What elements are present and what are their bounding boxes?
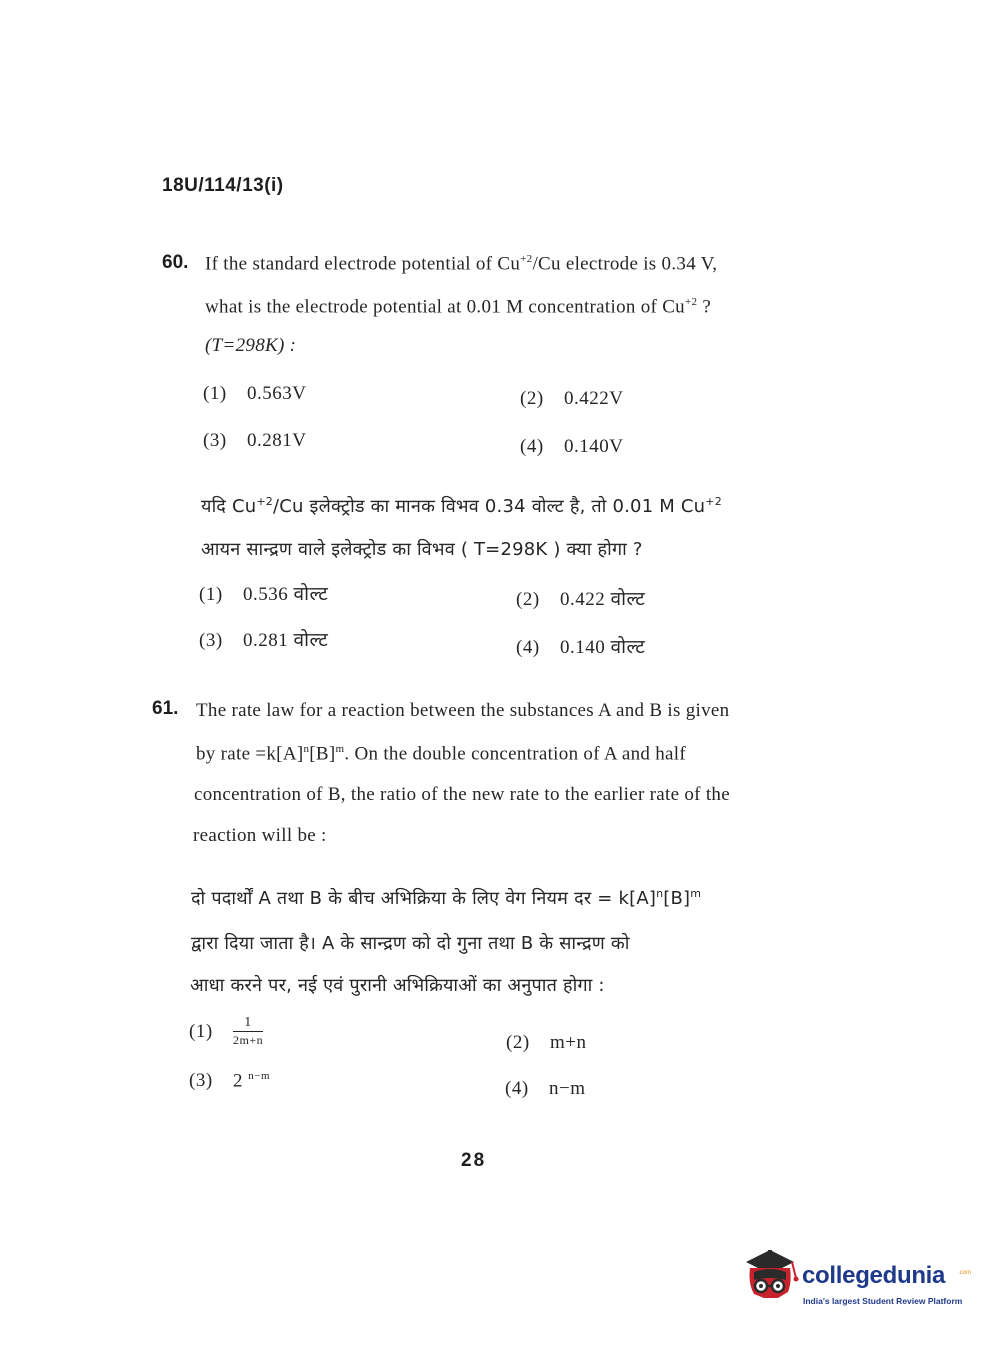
option: (1) 0.563V [203,383,307,404]
option: (3) 2 $^{n-m}$ [189,1070,271,1092]
paper-code: 18U/114/13(i) [162,175,284,196]
question-text-line: reaction will be : [193,825,327,846]
collegedunia-logo[interactable] [742,1248,972,1318]
mascot-icon [742,1248,800,1310]
page-number: 28 [461,1150,487,1171]
option: (2) 0.422 वोल्ट [516,589,646,610]
option: (1) $\frac{1}{2m+n}$ [189,1015,264,1047]
logo-tagline: India's largest Student Review Platform [803,1296,963,1306]
hindi-question-line: यदि $Cu^{+2}/Cu$ इलेक्ट्रोड का मानक विभव 0.34 वोल्ट है, तो 0.01 M $Cu^{+2}$ [201,495,722,517]
question-number: 61. [152,698,179,719]
question-text-line: (T=298K) : [205,335,297,356]
option: (4) n−m [505,1078,586,1099]
question-text-line: The rate law for a reaction between the substances A and B is given [196,700,730,721]
option: (3) 0.281V [203,430,307,451]
logo-name: collegedunia [802,1262,946,1289]
hindi-question-line: दो पदार्थों A तथा B के बीच अभिक्रिया के लिए वेग नियम दर = $k[A]^n[B]^m$ [191,887,702,909]
hindi-question-line: द्वारा दिया जाता है। A के सान्द्रण को दो गुना तथा B के सान्द्रण को [191,933,630,954]
fraction: $\frac{1}{2m+n}$ [233,1015,264,1047]
option: (3) 0.281 वोल्ट [199,630,329,651]
option: (2) m+n [506,1032,587,1053]
logo-suffix: .com [958,1270,972,1276]
option: (4) 0.140 वोल्ट [516,637,646,658]
option: (4) 0.140V [520,436,624,457]
hindi-question-line: आधा करने पर, नई एवं पुरानी अभिक्रियाओं का अनुपात होगा : [190,975,605,996]
question-text-line: concentration of B, the ratio of the new rate to the earlier rate of the [194,784,730,805]
hindi-question-line: आयन सान्द्रण वाले इलेक्ट्रोड का विभव ( T=298K ) क्या होगा ? [201,539,643,560]
option: (1) 0.536 वोल्ट [199,584,329,605]
question-number: 60. [162,252,189,273]
question-text-line: what is the electrode potential at 0.01 M concentration of $Cu^{+2}$ ? [205,296,712,318]
option: (2) 0.422V [520,388,624,409]
question-text-line: by rate $=k[A]^n[B]^m$. On the double concentration of A and half [196,743,686,765]
question-text-line: If the standard electrode potential of $Cu^{+2}/Cu$ electrode is 0.34 V, [205,253,718,275]
